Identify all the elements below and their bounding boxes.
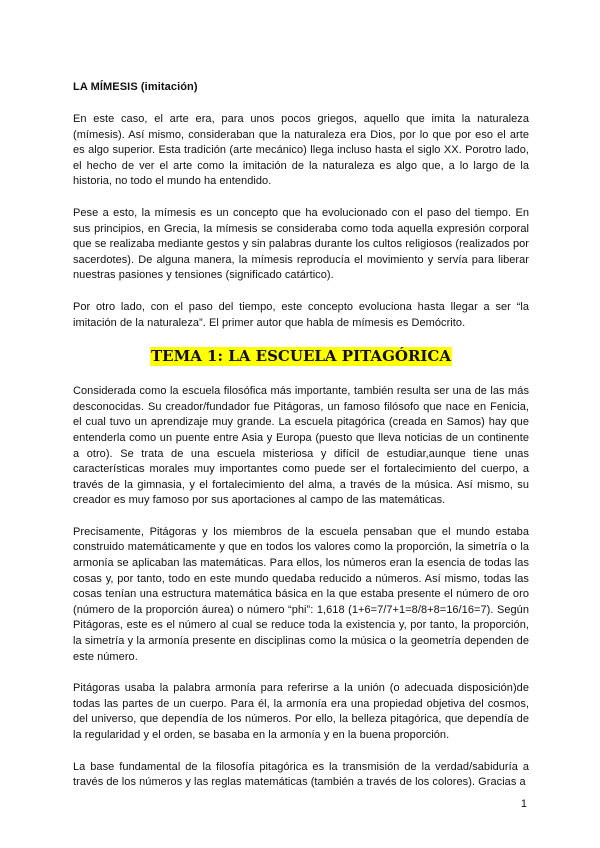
paragraph-pitagorica-1: Considerada como la escuela filosófica más importante, también resulta ser una de las más desconocidas. Su creador/fundador fue Pitágoras, un famoso filósofo que nace en Fenicia, el cual tuvo un aprendizaje muy grande. La escuela pitagórica (creada en Samos) hay que entenderla como un puente entre Asia y Europa (puesto que lleva noticias de un continente a otro). Se trata de una escuela misteriosa y difícil de estudiar,aunque tiene unas características morales muy importantes como puede ser el fortalecimiento del cuerpo, a través de la gimnasia, y el fortalecimiento del alma, a través de la música. Así mismo, su creador es muy famoso por sus aportaciones al campo de las matemáticas. bbox=[73, 385, 529, 507]
paragraph-mimesis-2: Pese a esto, la mímesis es un concepto que ha evolucionado con el paso del tiempo. En sus principios, en Grecia, la mímesis se consideraba como toda aquella expresión corporal que se realizaba mediante gestos y sin palabras durante los cultos religiosos (realizados por sacerdotes). De alguna manera, la mímesis reproducía el movimiento y servía para liberar nuestras pasiones y tensiones (significado catártico). bbox=[73, 206, 529, 282]
paragraph-mimesis-3: Por otro lado, con el paso del tiempo, este concepto evoluciona hasta llegar a ser “la imitación de la naturaleza”. El primer autor que habla de mímesis es Demócrito. bbox=[73, 300, 529, 329]
paragraph-pitagorica-4: La base fundamental de la filosofía pitagórica es la transmisión de la verdad/sabiduría a través de los números y las reglas matemáticas (también a través de los colores). Gracias a bbox=[73, 760, 529, 789]
section-title-escuela-pitagorica: TEMA 1: LA ESCUELA PITAGÓRICA bbox=[151, 347, 451, 366]
paragraph-pitagorica-3: Pitágoras usaba la palabra armonía para referirse a la unión (o adecuada disposición)de todas las partes de un cuerpo. Para él, la armonía era una propiedad objetiva del cosmos, del universo, que dependía de los números. Por ello, la belleza pitagórica, que dependía de la regularidad y el orden, se basaba en la armonía y en la buena proporción. bbox=[73, 682, 529, 741]
section-heading-mimesis: LA MÍMESIS (imitación) bbox=[73, 81, 198, 93]
paragraph-mimesis-1: En este caso, el arte era, para unos pocos griegos, aquello que imita la naturaleza (mímesis). Así mismo, consideraban que la naturaleza era Dios, por lo que por eso el arte es algo superior. Esta tradición (arte mecánico) llega incluso hasta el siglo XX. Porotro lado, el hecho de ver el arte como la imitación de la naturaleza es algo que, a lo largo de la historia, no todo el mundo ha entendido. bbox=[73, 113, 529, 188]
page-number: 1 bbox=[520, 798, 527, 810]
section-title-wrapper bbox=[73, 347, 529, 366]
page-content bbox=[73, 80, 529, 807]
paragraph-pitagorica-2: Precisamente, Pitágoras y los miembros de la escuela pensaban que el mundo estaba construido matemáticamente y que en todos los valores como la proporción, la simetría o la armonía se aplicaban las matemáticas. Para ellos, los números eran la esencia de todas las cosas y, por tanto, todo en este mundo quedaba reducido a números. Así mismo, todas las cosas tenían una estructura matemática básica en la que estaba presente el número de oro (número de la proporción áurea) o número “phi”: 1,618 (1+6=7/7+1=8/8+8=16/16=7). Según Pitágoras, este es el número al cual se reduce toda la existencia y, por tanto, la proporción, la simetría y la armonía presente en disciplinas como la música o la geometría dependen de este número. bbox=[73, 525, 529, 663]
